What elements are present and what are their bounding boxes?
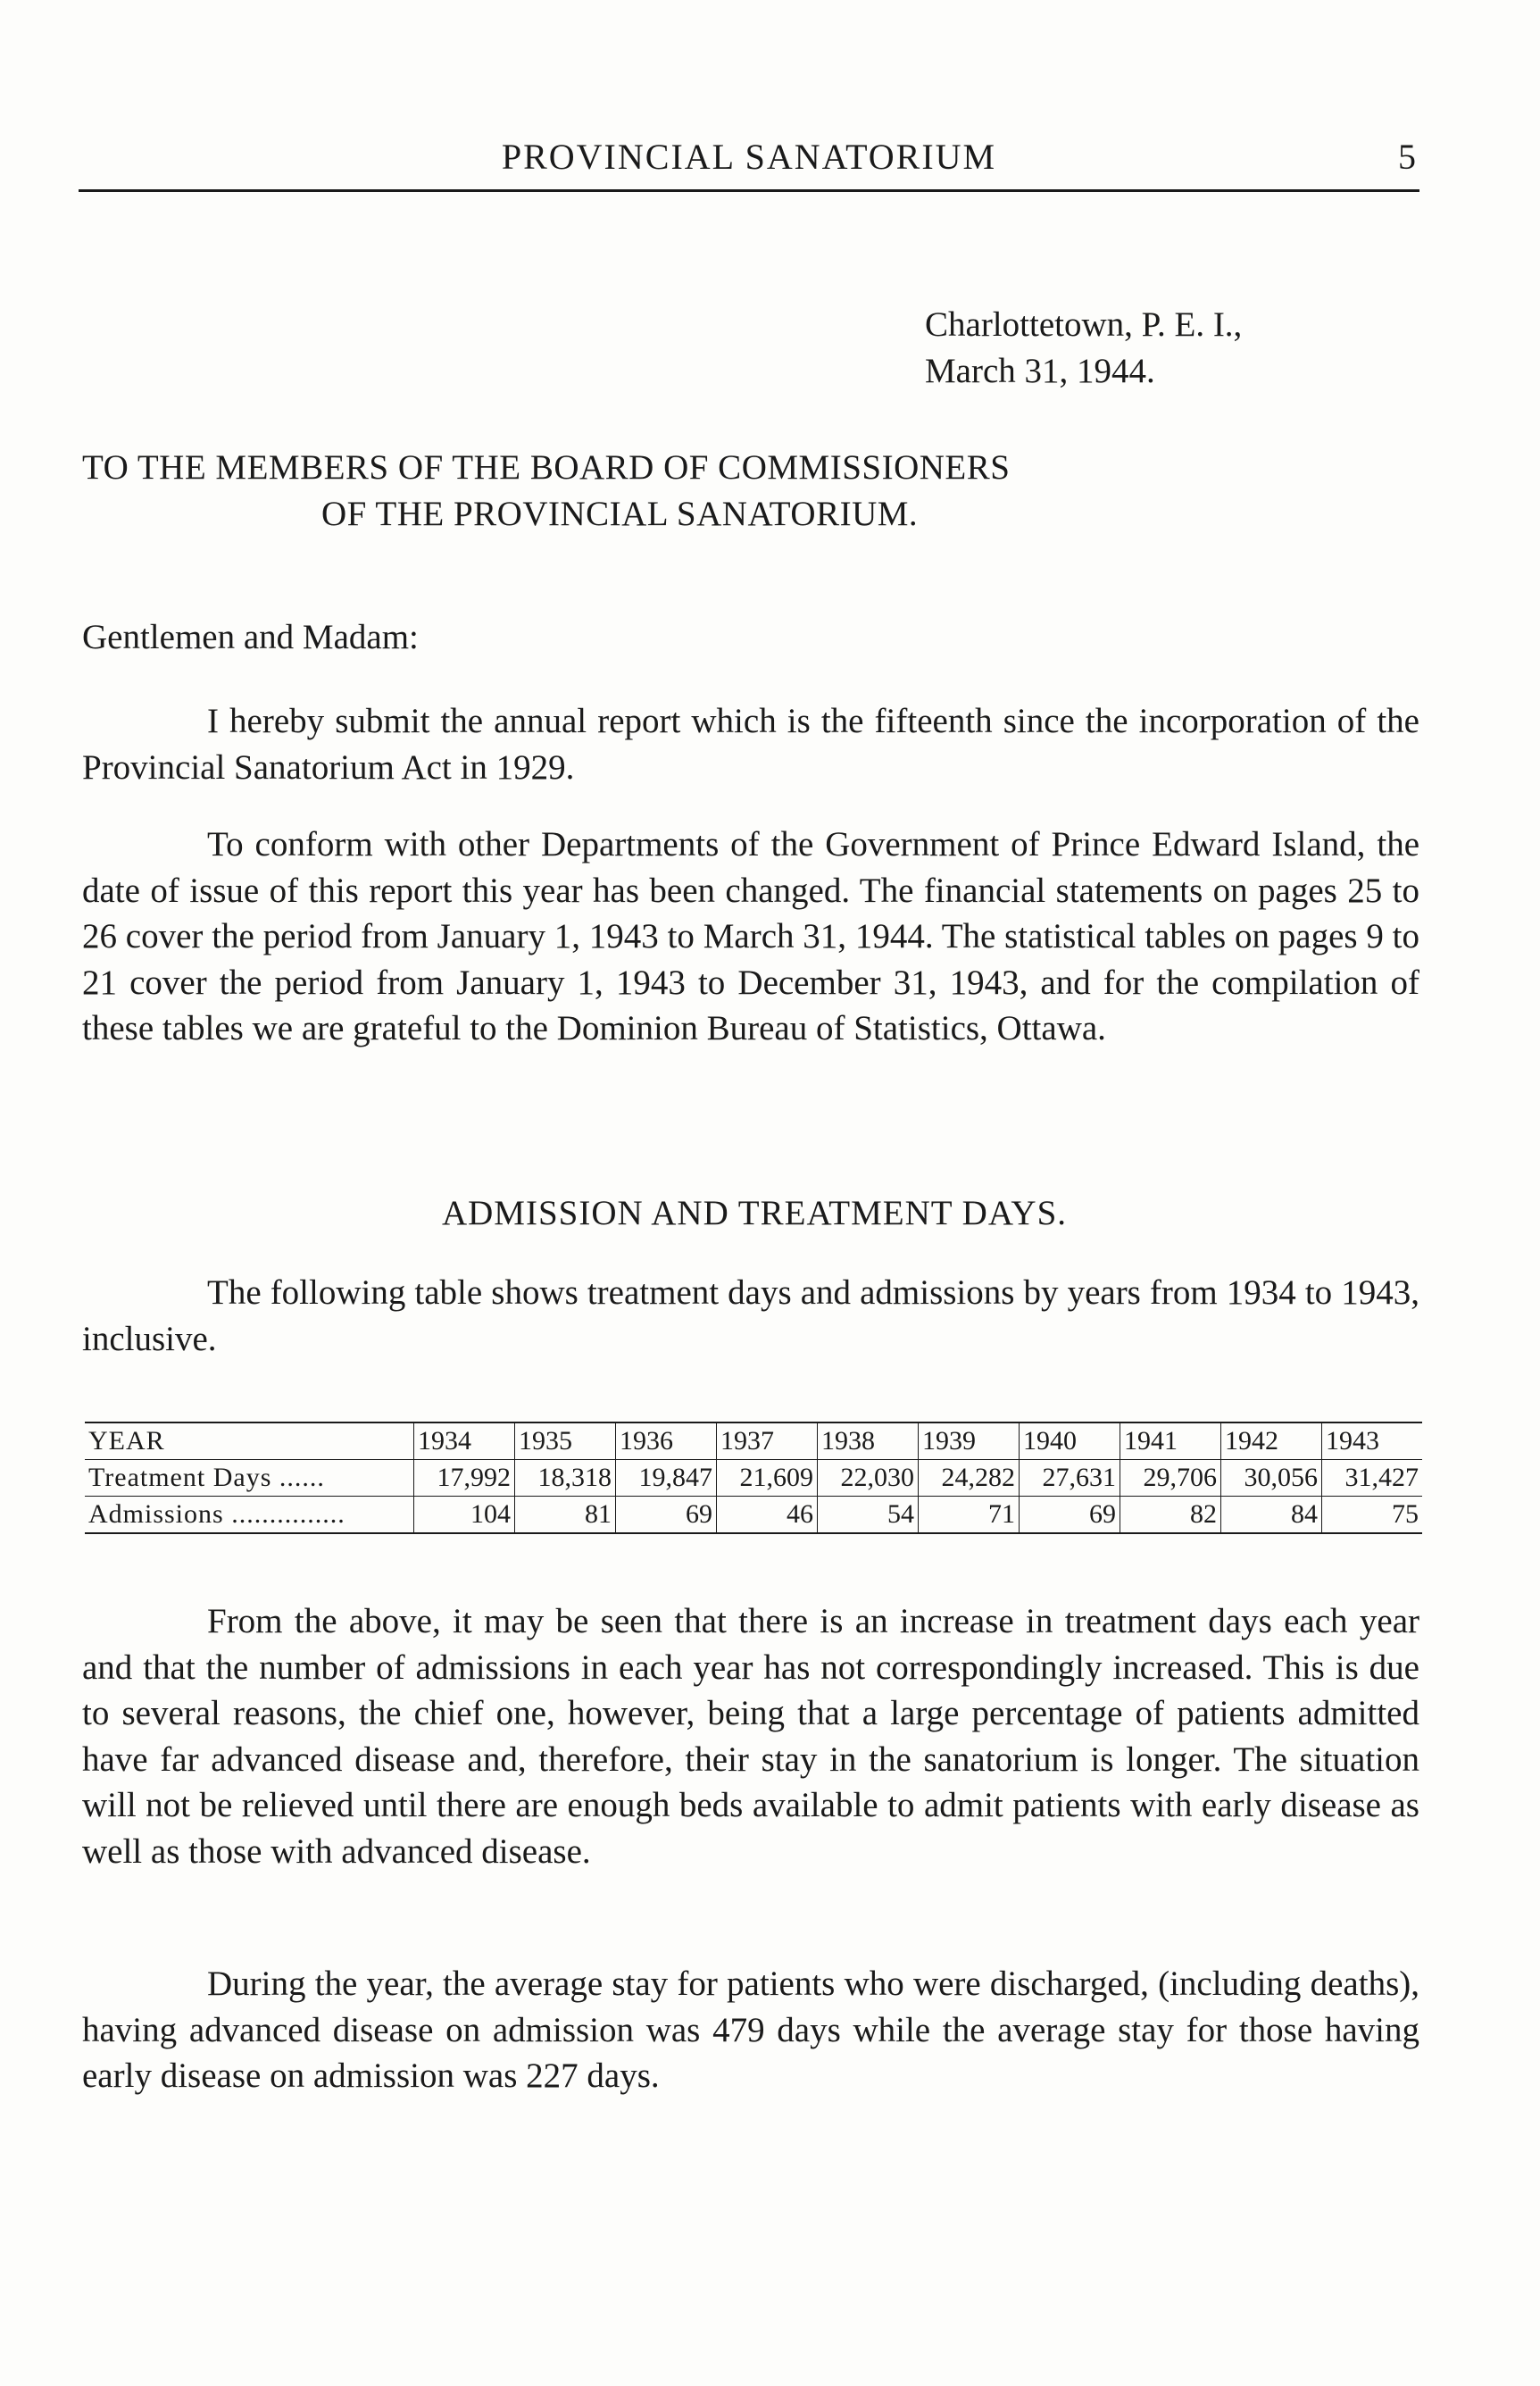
row-label-admissions: Admissions ............... xyxy=(88,1499,345,1529)
year-cell: 1939 xyxy=(919,1422,1020,1460)
year-cell: 1941 xyxy=(1120,1422,1221,1460)
year-cell: 1937 xyxy=(717,1422,818,1460)
year-cell: 1940 xyxy=(1020,1422,1120,1460)
table-row-treatment-days xyxy=(85,1460,1422,1497)
page-number: 5 xyxy=(1398,137,1416,177)
running-title: PROVINCIAL SANATORIUM xyxy=(501,137,997,177)
table-cell: 31,427 xyxy=(1322,1460,1423,1497)
table-cell: 17,992 xyxy=(414,1460,515,1497)
table-cell: 71 xyxy=(919,1497,1020,1534)
greeting: Gentlemen and Madam: xyxy=(82,618,419,656)
table-cell: 54 xyxy=(818,1497,919,1534)
paragraph-table-intro: The following table shows treatment days and admissions by years from 1934 to 1943, inclusive. xyxy=(82,1273,1419,1358)
table-cell: 69 xyxy=(1020,1497,1120,1534)
addressee-line-2: OF THE PROVINCIAL SANATORIUM. xyxy=(321,495,919,533)
dateline xyxy=(925,302,1242,395)
table-row-admissions xyxy=(85,1497,1422,1534)
table-cell: 82 xyxy=(1120,1497,1221,1534)
table-cell: 24,282 xyxy=(919,1460,1020,1497)
table-cell: 19,847 xyxy=(616,1460,717,1497)
paragraph-average-stay: During the year, the average stay for patients who were discharged, (including deaths), having advanced disease on admission was 479 days while the average stay for those having early disease on admission was 227 days. xyxy=(82,1965,1419,2095)
paragraph-analysis: From the above, it may be seen that there is an increase in treatment days each year and that the number of admissions in each year has not correspondingly increased. This is due to several reasons, the chief one, however, being that a large percentage of patients admitted have far advanced disease and, therefore, their stay in the sanatorium is longer. The situation will not be relieved until there are enough beds available to admit patients with early disease as well as those with advanced disease. xyxy=(82,1602,1419,1871)
row-label-treatment-days: Treatment Days ...... xyxy=(85,1460,414,1497)
dateline-place: Charlottetown, P. E. I., xyxy=(925,305,1243,344)
table-cell: 27,631 xyxy=(1020,1460,1120,1497)
table-cell: 104 xyxy=(414,1497,515,1534)
dateline-date: March 31, 1944. xyxy=(925,352,1155,390)
year-cell: 1934 xyxy=(414,1422,515,1460)
running-head xyxy=(79,136,1419,189)
treatment-admissions-table xyxy=(85,1422,1422,1534)
table-cell: 21,609 xyxy=(717,1460,818,1497)
year-cell: 1942 xyxy=(1221,1422,1322,1460)
table-cell: 84 xyxy=(1221,1497,1322,1534)
table-cell: 30,056 xyxy=(1221,1460,1322,1497)
header-rule xyxy=(79,189,1419,192)
addressee xyxy=(82,445,1010,538)
year-cell: 1938 xyxy=(818,1422,919,1460)
table-cell: 22,030 xyxy=(818,1460,919,1497)
table-cell: 29,706 xyxy=(1120,1460,1221,1497)
year-header: YEAR xyxy=(85,1422,414,1460)
year-cell: 1935 xyxy=(515,1422,616,1460)
table-cell: 18,318 xyxy=(515,1460,616,1497)
table-cell: 75 xyxy=(1322,1497,1423,1534)
addressee-line-1: TO THE MEMBERS OF THE BOARD OF COMMISSIONERS xyxy=(82,448,1011,487)
table-header-row xyxy=(85,1422,1422,1460)
year-cell: 1936 xyxy=(616,1422,717,1460)
paragraph-report-period: To conform with other Departments of the Government of Prince Edward Island, the date of issue of this report this year has been changed. The financial statements on pages 25 to 26 cover the period from January 1, 1943 to March 31, 1944. The statistical tables on pages 9 to 21 cover the period from January 1, 1943 to December 31, 1943, and for the compilation of these tables we are grateful to the Dominion Bureau of Statistics, Ottawa. xyxy=(82,825,1419,1047)
year-cell: 1943 xyxy=(1322,1422,1423,1460)
paragraph-intro: I hereby submit the annual report which is the fifteenth since the incorporation of the Provincial Sanatorium Act in 1929. xyxy=(82,702,1419,787)
section-heading: ADMISSION AND TREATMENT DAYS. xyxy=(441,1194,1068,1232)
table-cell: 81 xyxy=(515,1497,616,1534)
table-cell: 46 xyxy=(717,1497,818,1534)
table-cell: 69 xyxy=(616,1497,717,1534)
